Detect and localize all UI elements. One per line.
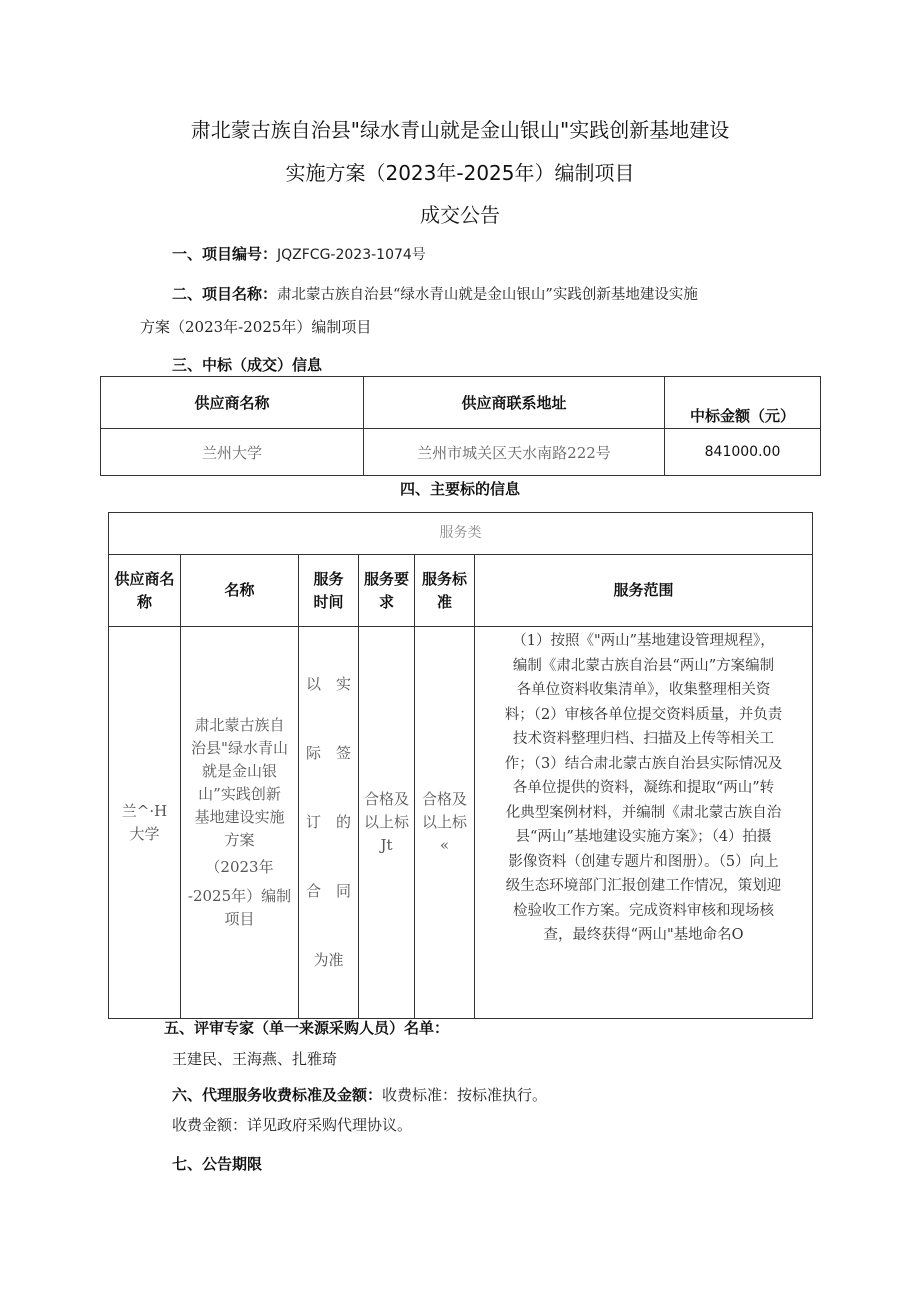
header-service-scope: 服务范围 — [475, 555, 813, 627]
experts-heading: 五、评审专家（单一来源采购人员）名单： — [164, 1019, 450, 1037]
cell-service-standard: 合格及 以上标 « — [415, 627, 475, 1019]
subject-category-row — [109, 513, 813, 555]
project-number-label: 一、项目编号： — [172, 245, 278, 263]
award-heading: 三、中标（成交）信息 — [172, 356, 323, 374]
award-table-header — [101, 377, 821, 429]
header-supplier-address: 供应商联系地址 — [364, 377, 665, 429]
title-line-1: 肃北蒙古族自治县"绿水青山就是金山银山"实践创新基地建设 — [190, 118, 730, 142]
notice-period-heading: 七、公告期限 — [172, 1155, 263, 1173]
project-name — [172, 283, 698, 304]
title-line-3: 成交公告 — [420, 203, 500, 227]
header-supplier-name: 供应商名称 — [101, 377, 364, 429]
cell-supplier-name: 兰州大学 — [101, 429, 364, 476]
fee-amount: 收费金额：详见政府采购代理协议。 — [172, 1116, 413, 1134]
header-service-time: 服务时间 — [299, 555, 359, 627]
project-name-value-2: 方案（2023年-2025年）编制项目 — [140, 318, 372, 336]
fee-standard: 收费标准：按标准执行。 — [382, 1086, 548, 1104]
experts-list: 王建民、王海燕、扎雅琦 — [172, 1050, 338, 1068]
project-name-value-1: 肃北蒙古族自治县“绿水青山就是金山银山”实践创新基地建设实施 — [277, 287, 698, 303]
cell-item-name: 肃北蒙古族自 治县"绿水青山 就是金山银 山”实践创新 基地建设实施 方案 （2023年 -2025年）编制 项目 — [181, 627, 299, 1019]
title-line-2: 实施方案（2023年-2025年）编制项目 — [285, 161, 635, 185]
project-name-label: 二、项目名称： — [172, 285, 278, 303]
cell-service-time: 以 实 际 签 订 的 合 同 为准 — [299, 627, 359, 1019]
header-service-requirement: 服务要求 — [359, 555, 415, 627]
service-category: 服务类 — [109, 513, 813, 555]
header-award-amount: 中标金额（元） — [665, 377, 821, 429]
award-table — [100, 376, 821, 476]
cell-supplier: 兰^·H大学 — [109, 627, 181, 1019]
subject-heading: 四、主要标的信息 — [399, 480, 520, 498]
cell-service-requirement: 合格及 以上标 Jt — [359, 627, 415, 1019]
award-table-row — [101, 429, 821, 476]
agency-fee-label: 六、代理服务收费标准及金额： — [172, 1086, 383, 1104]
subject-table-header — [109, 555, 813, 627]
header-supplier: 供应商名称 — [109, 555, 181, 627]
cell-service-scope: （1）按照《"两山”基地建设管理规程》， 编制《肃北蒙古族自治县“两山”方案编制 各单位资料收集清单》，收集整理相关资 料；（2）审核各单位提交资料质量，并负责 技术资料整理归档、扫描及上传等相关工 作；（3）结合肃北蒙古族自治县实际情况及 各单位提供的资料，凝练和提取“两山”转 化典型案例材料，并编制《肃北蒙古族自治 县“两山”基地建设实施方案》；（4）拍摄 影像资料（创建专题片和图册）。（5）向上 级生态环境部门汇报创建工作情况，策划迎 检验收工作方案。完成资料审核和现场核 查，最终获得“两山"基地命名O — [475, 627, 813, 1019]
header-service-standard: 服务标准 — [415, 555, 475, 627]
subject-table — [108, 512, 813, 1019]
agency-fee — [172, 1084, 547, 1105]
project-number — [172, 243, 426, 264]
cell-award-amount: 841000.00 — [665, 429, 821, 476]
subject-table-row — [109, 627, 813, 1019]
header-name: 名称 — [181, 555, 299, 627]
project-number-value: JQZFCG-2023-1074号 — [277, 247, 426, 263]
cell-supplier-address: 兰州市城关区天水南路222号 — [364, 429, 665, 476]
